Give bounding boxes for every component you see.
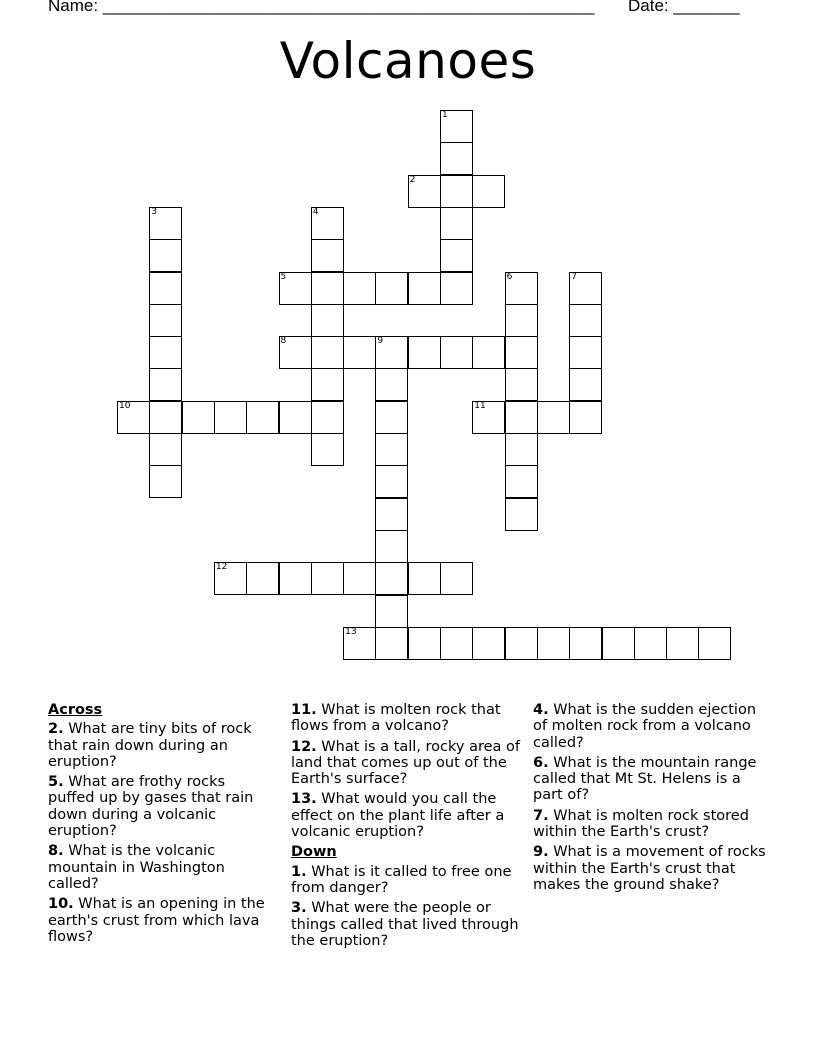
grid-cell[interactable] <box>505 401 538 434</box>
grid-cell[interactable] <box>182 401 215 434</box>
grid-cell[interactable] <box>311 401 344 434</box>
clue-item <box>533 755 773 804</box>
clue-number: 2 <box>409 174 416 185</box>
grid-cell[interactable] <box>311 304 344 337</box>
clue-item-number: 12. <box>291 738 317 755</box>
clue-item-number: 1. <box>291 863 307 880</box>
grid-cell[interactable] <box>246 401 279 434</box>
clue-number: 10 <box>119 400 131 411</box>
clue-item <box>533 702 773 751</box>
clue-item-number: 11. <box>291 702 317 718</box>
across-clue-list <box>48 721 276 945</box>
grid-cell[interactable] <box>375 336 408 369</box>
grid-cell[interactable] <box>214 562 247 595</box>
grid-cell[interactable] <box>537 401 570 434</box>
grid-cell[interactable] <box>472 336 505 369</box>
clue-item <box>48 721 276 770</box>
clue-item <box>291 900 523 949</box>
grid-cell[interactable] <box>375 272 408 305</box>
grid-cell[interactable] <box>149 239 182 272</box>
grid-cell[interactable] <box>440 336 473 369</box>
clue-number: 5 <box>280 271 287 282</box>
grid-cell[interactable] <box>440 142 473 175</box>
grid-cell[interactable] <box>440 239 473 272</box>
clue-item <box>48 774 276 839</box>
clue-item-text: What were the people or things called that lived through the eruption? <box>291 900 519 949</box>
clue-item-text: What is a tall, rocky area of land that comes up out of the Earth's surface? <box>291 738 521 788</box>
clue-item <box>533 844 773 893</box>
clue-item <box>291 739 523 788</box>
clue-item <box>533 808 773 841</box>
clue-number: 9 <box>377 336 384 347</box>
down-clue-list-continued <box>533 702 773 893</box>
grid-cell[interactable] <box>375 433 408 466</box>
grid-cell[interactable] <box>311 433 344 466</box>
grid-cell[interactable] <box>149 433 182 466</box>
clues-column-1 <box>48 702 276 949</box>
clue-item-number: 6. <box>533 754 549 771</box>
clue-number: 8 <box>280 336 287 347</box>
grid-cell[interactable] <box>343 627 376 660</box>
clue-number: 1 <box>442 110 448 120</box>
grid-cell[interactable] <box>279 562 312 595</box>
grid-cell[interactable] <box>505 336 538 369</box>
across-heading: Across <box>48 702 103 718</box>
across-clue-list-continued <box>291 702 523 840</box>
clue-item-text: What would you call the effect on the plant life after a volcanic eruption? <box>291 791 505 841</box>
clue-item-number: 8. <box>48 843 64 860</box>
grid-cell[interactable] <box>375 465 408 498</box>
clue-number: 7 <box>571 271 577 282</box>
grid-cell[interactable] <box>505 368 538 401</box>
clues-column-2 <box>291 702 523 953</box>
clue-item-text: What is it called to free one from danger? <box>291 863 512 896</box>
grid-cell[interactable] <box>408 272 441 305</box>
grid-cell[interactable] <box>149 207 182 240</box>
grid-cell[interactable] <box>375 498 408 531</box>
clue-item-number: 3. <box>291 900 307 917</box>
down-heading: Down <box>291 844 337 861</box>
grid-cell[interactable] <box>666 627 699 660</box>
grid-cell[interactable] <box>246 562 279 595</box>
clue-item <box>48 896 276 945</box>
clue-item-number: 13. <box>291 791 317 808</box>
grid-cell[interactable] <box>569 627 602 660</box>
grid-cell[interactable] <box>149 272 182 305</box>
date-field-label[interactable]: Date: _______ <box>628 0 740 15</box>
down-clue-list <box>291 864 523 949</box>
grid-cell[interactable] <box>375 368 408 401</box>
grid-cell[interactable] <box>149 401 182 434</box>
grid-cell[interactable] <box>375 530 408 563</box>
grid-cell[interactable] <box>311 272 344 305</box>
clue-item-text: What are frothy rocks puffed up by gases that rain down during a volcanic eruption? <box>48 774 254 840</box>
grid-cell[interactable] <box>375 401 408 434</box>
clue-item <box>291 791 523 840</box>
clue-item-text: What is the volcanic mountain in Washington called? <box>48 843 225 892</box>
page-title: Volcanoes <box>279 32 537 90</box>
clue-item <box>291 864 523 897</box>
clue-item-number: 9. <box>533 844 549 861</box>
grid-cell[interactable] <box>311 239 344 272</box>
grid-cell[interactable] <box>375 627 408 660</box>
grid-cell[interactable] <box>279 272 312 305</box>
grid-cell[interactable] <box>279 336 312 369</box>
grid-cell[interactable] <box>214 401 247 434</box>
clue-number: 3 <box>151 206 158 217</box>
grid-cell[interactable] <box>569 368 602 401</box>
grid-cell[interactable] <box>472 401 505 434</box>
clue-item-number: 10. <box>48 896 74 913</box>
clue-item-text: What is the mountain range called that Mt St. Helens is a part of? <box>533 754 757 804</box>
grid-cell[interactable] <box>602 627 635 660</box>
grid-cell[interactable] <box>149 368 182 401</box>
grid-cell[interactable] <box>472 627 505 660</box>
grid-cell[interactable] <box>440 627 473 660</box>
grid-cell[interactable] <box>311 368 344 401</box>
grid-cell[interactable] <box>408 175 441 208</box>
clue-item <box>48 843 276 892</box>
clue-number: 4 <box>312 206 319 217</box>
clue-item-text: What is molten rock that flows from a volcano? <box>291 702 501 735</box>
clue-number: 13 <box>345 626 357 637</box>
clue-item-number: 5. <box>48 774 64 791</box>
grid-cell[interactable] <box>505 498 538 531</box>
clue-item-text: What is an opening in the earth's crust from which lava flows? <box>48 896 265 945</box>
grid-cell[interactable] <box>408 562 441 595</box>
clue-number: 6 <box>506 271 513 282</box>
grid-cell[interactable] <box>440 175 473 208</box>
clue-item-number: 7. <box>533 807 549 824</box>
grid-cell[interactable] <box>505 433 538 466</box>
grid-cell[interactable] <box>440 207 473 240</box>
grid-cell[interactable] <box>279 401 312 434</box>
grid-cell[interactable] <box>505 272 538 305</box>
clue-number: 11 <box>474 400 486 411</box>
grid-cell[interactable] <box>311 336 344 369</box>
grid-cell[interactable] <box>149 304 182 337</box>
grid-cell[interactable] <box>375 595 408 628</box>
clue-item <box>291 702 523 735</box>
grid-cell[interactable] <box>440 110 473 143</box>
grid-cell[interactable] <box>505 627 538 660</box>
grid-cell[interactable] <box>343 562 376 595</box>
grid-cell[interactable] <box>343 272 376 305</box>
grid-cell[interactable] <box>505 465 538 498</box>
grid-cell[interactable] <box>343 336 376 369</box>
grid-cell[interactable] <box>505 304 538 337</box>
grid-cell[interactable] <box>375 562 408 595</box>
clue-number: 12 <box>215 562 228 573</box>
grid-cell[interactable] <box>569 304 602 337</box>
grid-cell[interactable] <box>311 562 344 595</box>
clue-item-text: What is the sudden ejection of molten rock from a volcano called? <box>533 702 757 751</box>
grid-cell[interactable] <box>117 401 150 434</box>
grid-cell[interactable] <box>472 175 505 208</box>
grid-cell[interactable] <box>149 465 182 498</box>
clue-item-text: What are tiny bits of rock that rain down during an eruption? <box>48 721 252 770</box>
name-field-label[interactable]: Name: ____________________________________________________ <box>48 0 595 15</box>
clues-column-3 <box>533 702 773 897</box>
grid-cell[interactable] <box>311 207 344 240</box>
grid-cell[interactable] <box>569 336 602 369</box>
grid-cell[interactable] <box>408 336 441 369</box>
clue-item-number: 2. <box>48 721 64 738</box>
grid-cell[interactable] <box>537 627 570 660</box>
grid-cell[interactable] <box>149 336 182 369</box>
clue-item-number: 4. <box>533 702 549 718</box>
grid-cell[interactable] <box>440 562 473 595</box>
grid-cell[interactable] <box>408 627 441 660</box>
grid-cell[interactable] <box>698 627 731 660</box>
clue-item-text: What is a movement of rocks within the Earth's crust that makes the ground shake? <box>533 844 766 893</box>
grid-cell[interactable] <box>634 627 667 660</box>
grid-cell[interactable] <box>569 272 602 305</box>
clue-item-text: What is molten rock stored within the Earth's crust? <box>533 807 749 841</box>
grid-cell[interactable] <box>569 401 602 434</box>
grid-cell[interactable] <box>440 272 473 305</box>
